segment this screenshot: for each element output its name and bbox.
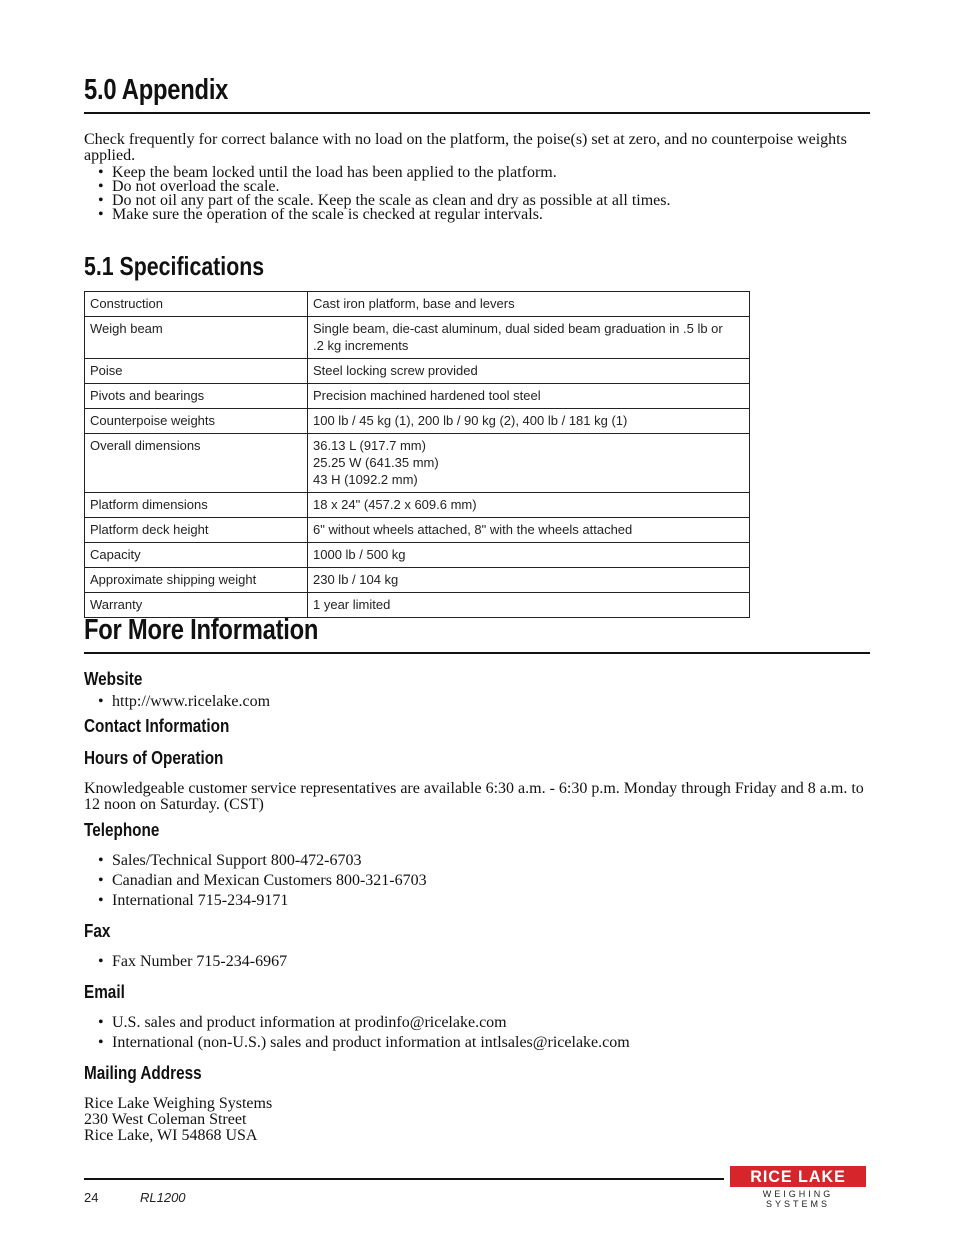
fax-list [98,952,287,972]
table-row [85,292,750,317]
spec-label: Capacity [85,543,308,568]
table-row [85,359,750,384]
list-item: • International 715-234-9171 [98,891,427,911]
logo-subtitle: WEIGHING SYSTEMS [762,1189,834,1209]
table-row [85,384,750,409]
spec-value-line: .2 kg increments [313,338,409,353]
spec-value [308,543,750,568]
website-heading: Website [84,669,143,689]
table-row [85,518,750,543]
more-info-rule [84,652,870,654]
spec-value-line: Single beam, die-cast aluminum, dual sided beam graduation in .5 lb or [313,321,723,336]
list-item: • Fax Number 715-234-6967 [98,952,287,972]
table-row [85,568,750,593]
spec-value [308,317,750,359]
list-item: • Sales/Technical Support 800-472-6703 [98,851,427,871]
appendix-intro: Check frequently for correct balance with no load on the platform, the poise(s) set at zero, and no counterpoise weights applied. [84,131,847,164]
spec-value [308,493,750,518]
website-list [98,692,270,712]
list-item: • Make sure the operation of the scale is checked at regular intervals. [98,208,670,222]
spec-value-line: 36.13 L (917.7 mm) [313,438,426,453]
appendix-rule [84,112,870,114]
email-heading: Email [84,982,125,1002]
hours-text: Knowledgeable customer service representatives are available 6:30 a.m. - 6:30 p.m. Monday through Friday and 8 a.m. to 12 noon on Saturday. (CST) [84,780,864,813]
spec-label: Approximate shipping weight [85,568,308,593]
document-id: RL1200 [140,1190,186,1205]
list-item: • U.S. sales and product information at prodinfo@ricelake.com [98,1013,630,1033]
spec-label: Construction [85,292,308,317]
mailing-address [84,1096,870,1144]
appendix-heading: 5.0 Appendix [84,74,229,106]
list-item: • International (non-U.S.) sales and product information at intlsales@ricelake.com [98,1033,630,1053]
specifications-heading: 5.1 Specifications [84,251,265,281]
fax-heading: Fax [84,921,111,941]
spec-label: Warranty [85,593,308,618]
more-info-heading: For More Information [84,614,319,646]
spec-value [308,292,750,317]
address-line: 230 West Coleman Street [84,1111,247,1128]
telephone-heading: Telephone [84,820,160,840]
table-row [85,409,750,434]
spec-value-line: Steel locking screw provided [313,363,478,378]
spec-value-line: 18 x 24" (457.2 x 609.6 mm) [313,497,477,512]
page-number: 24 [84,1190,99,1205]
list-item: • Do not overload the scale. [98,180,670,194]
spec-value [308,568,750,593]
logo-red-band [730,1166,866,1187]
spec-value [308,384,750,409]
spec-value-line: 100 lb / 45 kg (1), 200 lb / 90 kg (2), 400 lb / 181 kg (1) [313,413,628,428]
spec-label: Weigh beam [85,317,308,359]
table-row [85,317,750,359]
spec-value-line: 43 H (1092.2 mm) [313,472,418,487]
footer-rule [84,1178,724,1180]
spec-label: Overall dimensions [85,434,308,493]
rice-lake-logo [730,1166,868,1209]
list-item: • Canadian and Mexican Customers 800-321-6703 [98,871,427,891]
list-item: • Keep the beam locked until the load has been applied to the platform. [98,166,670,180]
email-list [98,1013,630,1053]
spec-value-line: 230 lb / 104 kg [313,572,399,587]
spec-value-line: Precision machined hardened tool steel [313,388,541,403]
spec-label: Counterpoise weights [85,409,308,434]
table-row [85,434,750,493]
spec-value-line: 6" without wheels attached, 8" with the wheels attached [313,522,633,537]
spec-label: Pivots and bearings [85,384,308,409]
website-link[interactable]: • http://www.ricelake.com [98,692,270,712]
mailing-address-heading: Mailing Address [84,1063,202,1083]
spec-value [308,434,750,493]
spec-value-line: 1 year limited [313,597,391,612]
appendix-bullet-list [98,166,670,222]
spec-value-line: 1000 lb / 500 kg [313,547,406,562]
table-row [85,493,750,518]
telephone-list [98,851,427,911]
hours-heading: Hours of Operation [84,748,224,768]
logo-wordmark: RICE LAKE [750,1167,846,1186]
spec-value-line: Cast iron platform, base and levers [313,296,515,311]
contact-information-heading: Contact Information [84,716,230,736]
spec-label: Poise [85,359,308,384]
specifications-table [84,291,750,618]
spec-value-line: 25.25 W (641.35 mm) [313,455,439,470]
address-line: Rice Lake Weighing Systems [84,1095,273,1112]
spec-value [308,359,750,384]
spec-label: Platform deck height [85,518,308,543]
spec-value [308,518,750,543]
spec-value [308,409,750,434]
address-line: Rice Lake, WI 54868 USA [84,1127,258,1144]
spec-label: Platform dimensions [85,493,308,518]
list-item: • Do not oil any part of the scale. Keep the scale as clean and dry as possible at all times. [98,194,670,208]
spec-value [308,593,750,618]
table-row [85,543,750,568]
